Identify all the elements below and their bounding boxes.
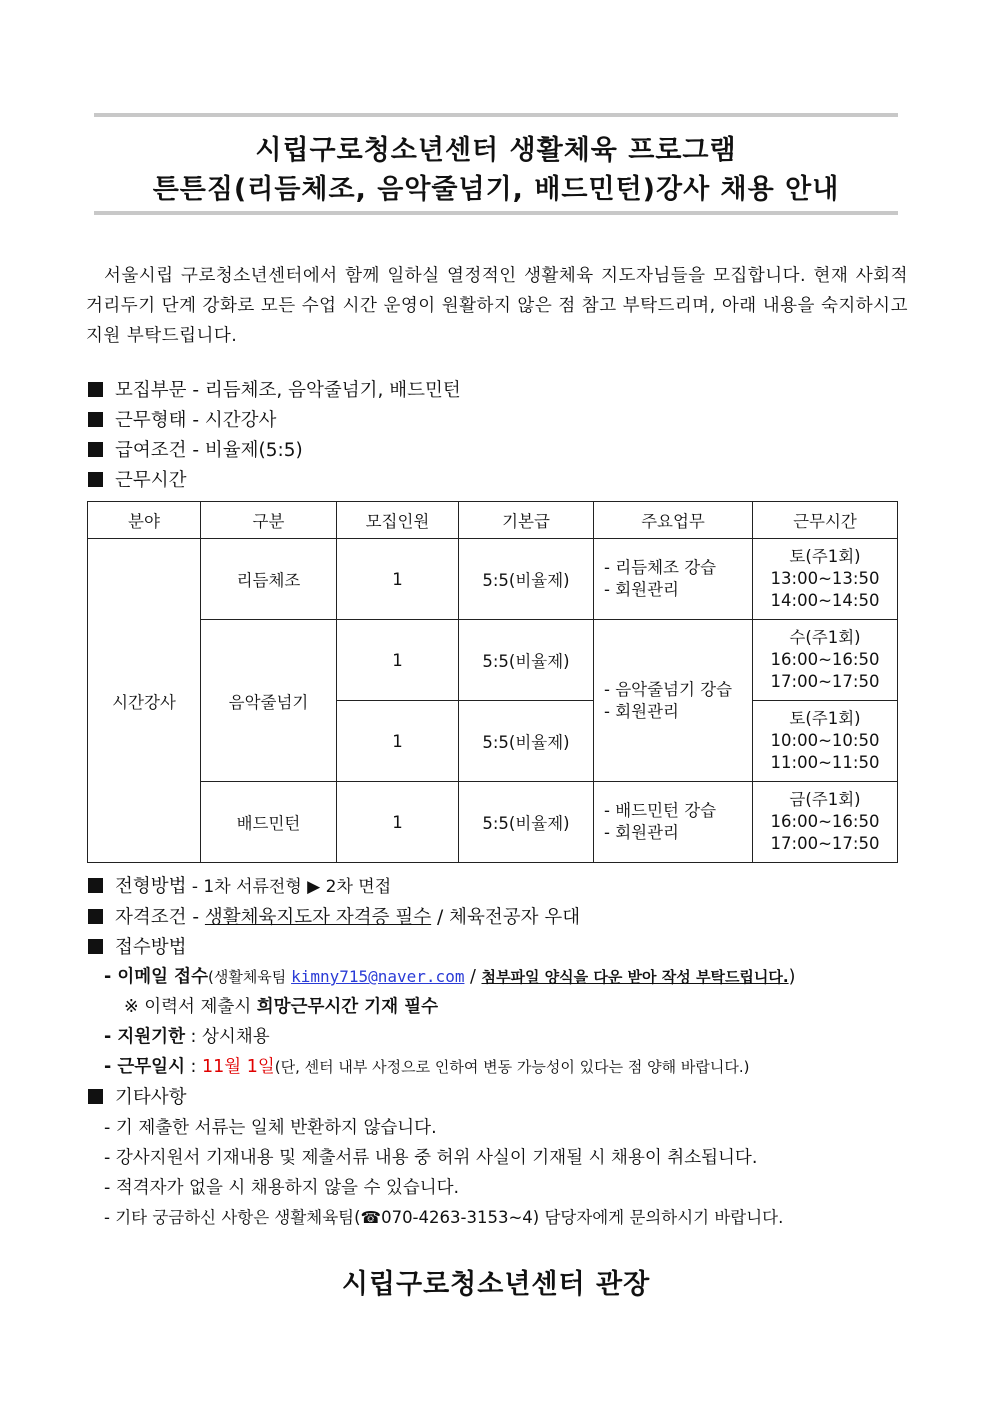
count-cell: 1 bbox=[337, 701, 459, 782]
table-row bbox=[88, 539, 898, 620]
title-line-1: 시립구로청소년센터 생활체육 프로그램 bbox=[255, 135, 737, 166]
schedule-table bbox=[87, 501, 898, 863]
header-pay: 기본급 bbox=[459, 502, 594, 539]
email-link[interactable]: kimny715@naver.com bbox=[291, 967, 465, 986]
pay-line: 급여조건 - 비율제(5:5) bbox=[88, 436, 303, 462]
email-line: - 이메일 접수(생활체육팀 kimny715@naver.com / 첨부파일 양식을 다운 받아 작성 부탁드립니다.) bbox=[104, 967, 796, 987]
recruit-line: 모집부문 - 리듬체조, 음악줄넘기, 배드민턴 bbox=[88, 376, 461, 402]
header-duty: 주요업무 bbox=[594, 502, 753, 539]
resume-note-line: ※ 이력서 제출시 희망근무시간 기재 필수 bbox=[124, 997, 439, 1017]
selection-line: 전형방법 - 1차 서류전형 ▶ 2차 면접 bbox=[88, 872, 391, 898]
hours-cell: 토(주1회) 10:00~10:50 11:00~11:50 bbox=[753, 701, 898, 782]
pay-cell: 5:5(비율제) bbox=[459, 782, 594, 863]
category-cell: 리듬체조 bbox=[201, 539, 337, 620]
signature: 시립구로청소년센터 관장 bbox=[341, 1269, 651, 1300]
start-date-line: - 근무일시 : 11월 1일(단, 센터 내부 사정으로 인하여 변동 가능성이 있다는 점 양해 바랍니다.) bbox=[104, 1057, 750, 1077]
square-bullet-icon bbox=[88, 442, 103, 457]
table-row bbox=[88, 782, 898, 863]
header-field: 분야 bbox=[88, 502, 201, 539]
square-bullet-icon bbox=[88, 939, 103, 954]
qualification-line: 자격조건 - 생활체육지도자 자격증 필수 / 체육전공자 우대 bbox=[88, 903, 580, 929]
header-category: 구분 bbox=[201, 502, 337, 539]
square-bullet-icon bbox=[88, 909, 103, 924]
square-bullet-icon bbox=[88, 472, 103, 487]
duty-cell: - 리듬체조 강습 - 회원관리 bbox=[594, 539, 753, 620]
square-bullet-icon bbox=[88, 412, 103, 427]
header-count: 모집인원 bbox=[337, 502, 459, 539]
header-hours: 근무시간 bbox=[753, 502, 898, 539]
pay-cell: 5:5(비율제) bbox=[459, 701, 594, 782]
intro-paragraph: 서울시립 구로청소년센터에서 함께 일하실 열정적인 생활체육 지도자님들을 모집합니다. 현재 사회적 거리두기 단계 강화로 모든 수업 시간 운영이 원활하지 않은 점 참고 부탁드리며, 아래 내용을 숙지하시고 지원 부탁드립니다. bbox=[86, 266, 908, 346]
title-line-2: 튼튼짐(리듬체조, 음악줄넘기, 배드민턴)강사 채용 안내 bbox=[152, 174, 840, 205]
pay-cell: 5:5(비율제) bbox=[459, 620, 594, 701]
apply-line: 접수방법 bbox=[88, 933, 186, 959]
count-cell: 1 bbox=[337, 620, 459, 701]
hours-cell: 수(주1회) 16:00~16:50 17:00~17:50 bbox=[753, 620, 898, 701]
category-cell: 배드민턴 bbox=[201, 782, 337, 863]
pay-cell: 5:5(비율제) bbox=[459, 539, 594, 620]
bottom-rule bbox=[94, 211, 898, 215]
category-cell: 음악줄넘기 bbox=[201, 620, 337, 782]
count-cell: 1 bbox=[337, 539, 459, 620]
hours-cell: 금(주1회) 16:00~16:50 17:00~17:50 bbox=[753, 782, 898, 863]
square-bullet-icon bbox=[88, 1089, 103, 1104]
etc-line: 기타사항 bbox=[88, 1083, 186, 1109]
duty-cell: - 배드민턴 강습 - 회원관리 bbox=[594, 782, 753, 863]
square-bullet-icon bbox=[88, 382, 103, 397]
etc-item: - 적격자가 없을 시 채용하지 않을 수 있습니다. bbox=[104, 1178, 460, 1198]
table-row bbox=[88, 620, 898, 701]
table-header-row bbox=[88, 502, 898, 539]
etc-item: - 강사지원서 기재내용 및 제출서류 내용 중 허위 사실이 기재될 시 채용이 취소됩니다. bbox=[104, 1148, 758, 1168]
hours-cell: 토(주1회) 13:00~13:50 14:00~14:50 bbox=[753, 539, 898, 620]
etc-item: - 기 제출한 서류는 일체 반환하지 않습니다. bbox=[104, 1118, 437, 1138]
duty-cell: - 음악줄넘기 강습 - 회원관리 bbox=[594, 620, 753, 782]
square-bullet-icon bbox=[88, 878, 103, 893]
count-cell: 1 bbox=[337, 782, 459, 863]
top-rule bbox=[94, 113, 898, 117]
worktype-line: 근무형태 - 시간강사 bbox=[88, 406, 276, 432]
hours-line: 근무시간 bbox=[88, 466, 186, 492]
etc-item: - 기타 궁금하신 사항은 생활체육팀(☎070-4263-3153~4) 담당자에게 문의하시기 바랍니다. bbox=[104, 1208, 784, 1227]
deadline-line: - 지원기한 : 상시채용 bbox=[104, 1027, 270, 1047]
field-cell: 시간강사 bbox=[88, 539, 201, 863]
